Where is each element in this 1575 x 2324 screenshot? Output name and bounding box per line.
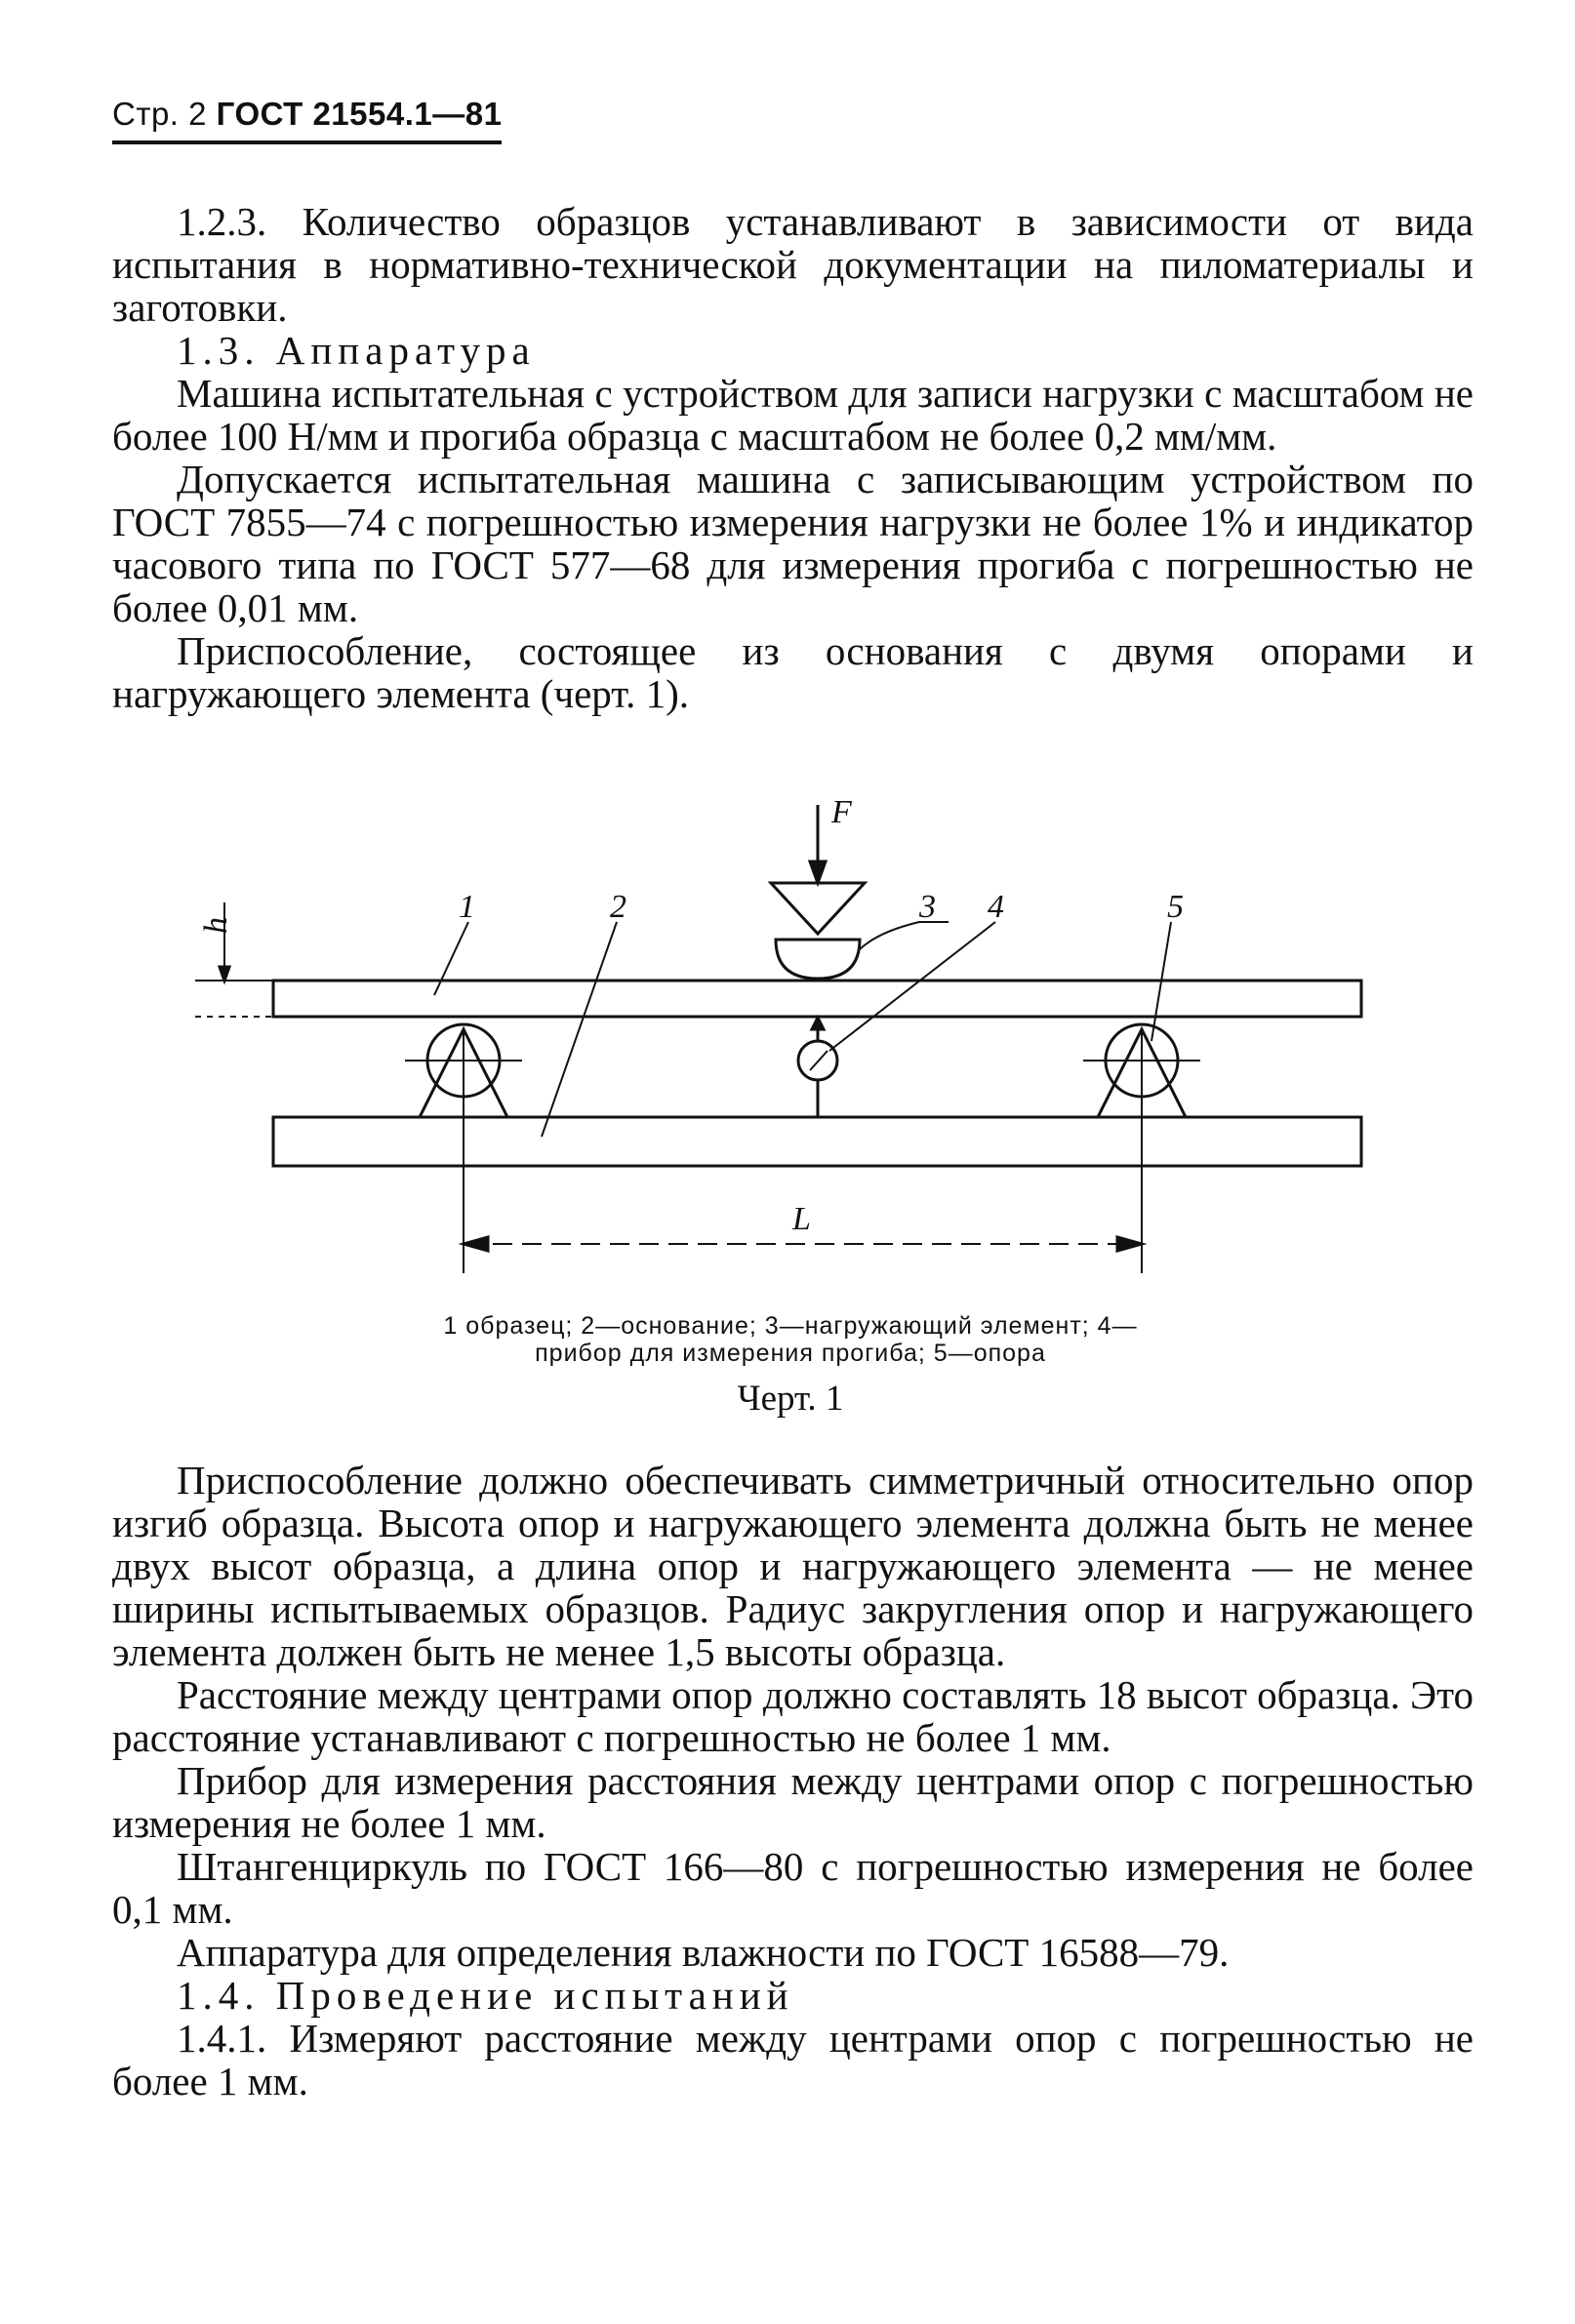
l-arrow-left [464,1237,488,1251]
section-heading-testing: 1.4. Проведение испытаний [177,1973,794,2018]
label-4: 4 [988,889,1004,925]
label-2: 2 [610,889,626,925]
page-header [112,96,502,144]
paragraph-instrument: Прибор для измерения расстояния между центрами опор с погрешностью измерения не более 1 мм. [112,1758,1474,1846]
leader-3 [860,922,949,949]
l-arrow-right [1117,1237,1142,1251]
paragraph-caliper: Штангенциркуль по ГОСТ 166—80 с погрешностью измерения не более 0,1 мм. [112,1844,1474,1932]
leader-2 [542,922,617,1137]
caption-line-1: 1 образец; 2—основание; 3—нагружающий элемент; 4— [443,1312,1138,1340]
gauge-needle [810,1051,828,1070]
text-block-top [112,200,1474,715]
label-height: h [198,917,234,934]
paragraph-distance: Расстояние между центрами опор должно составлять 18 высот образца. Это расстояние устанавливают с погрешностью не более 1 мм. [112,1672,1474,1760]
paragraph-1-2-3: 1.2.3. Количество образцов устанавливают в зависимости от вида испытания в нормативно-технической документации на пиломатериалы и заготовки. [112,199,1474,330]
paragraph-1-4-1: 1.4.1. Измеряют расстояние между центрами опор с погрешностью не более 1 мм. [112,2016,1474,2104]
label-span: L [792,1201,811,1237]
label-force: F [831,794,852,830]
leader-1 [434,922,468,995]
bending-fixture-diagram [195,785,1386,1312]
figure-caption [293,1312,1288,1367]
page-number: Стр. 2 [112,96,207,132]
section-heading-apparatus: 1.3. Аппаратура [177,328,536,373]
base-bar [273,1117,1361,1166]
figure-drawing [195,785,1386,1312]
standard-number: ГОСТ 21554.1—81 [216,96,503,132]
caption-line-2: прибор для измерения прогиба; 5—опора [535,1340,1046,1367]
paragraph-fixture: Приспособление, состоящее из основания с двумя опорами и нагружающего элемента (черт. 1). [112,628,1474,716]
gauge-tip [812,1018,824,1029]
specimen-bar [273,981,1361,1017]
paragraph-testing-machine: Машина испытательная с устройством для записи нагрузки с масштабом не более 100 Н/мм и прогиба образца с масштабом не более 0,2 мм/мм. [112,371,1474,459]
label-3: 3 [919,889,936,925]
force-arrow-head [810,861,826,883]
figure-title: Черт. 1 [737,1379,844,1419]
text-block-bottom [112,1459,1474,2103]
paragraph-allowed-machine: Допускается испытательная машина с записывающим устройством по ГОСТ 7855—74 с погрешностью измерения нагрузки не более 1% и индикатор часового типа по ГОСТ 577—68 для измерения прогиба с погрешностью не более 0,01 мм. [112,457,1474,630]
paragraph-moisture: Аппаратура для определения влажности по ГОСТ 16588—79. [177,1930,1230,1975]
label-5: 5 [1167,889,1184,925]
leader-4 [829,922,995,1051]
label-1: 1 [459,889,475,925]
loading-element-head [776,940,860,979]
paragraph-symmetry: Приспособление должно обеспечивать симметричный относительно опор изгиб образца. Высота опор и нагружающего элемента должна быть не менее двух высот образца, а длина опор и нагружающего элемента — не менее ширины испытываемых образцов. Радиус закругления опор и нагружающего элемента должен быть не менее 1,5 высоты образца. [112,1458,1474,1674]
h-arrow [220,967,229,981]
loading-element-triangle [771,883,865,934]
